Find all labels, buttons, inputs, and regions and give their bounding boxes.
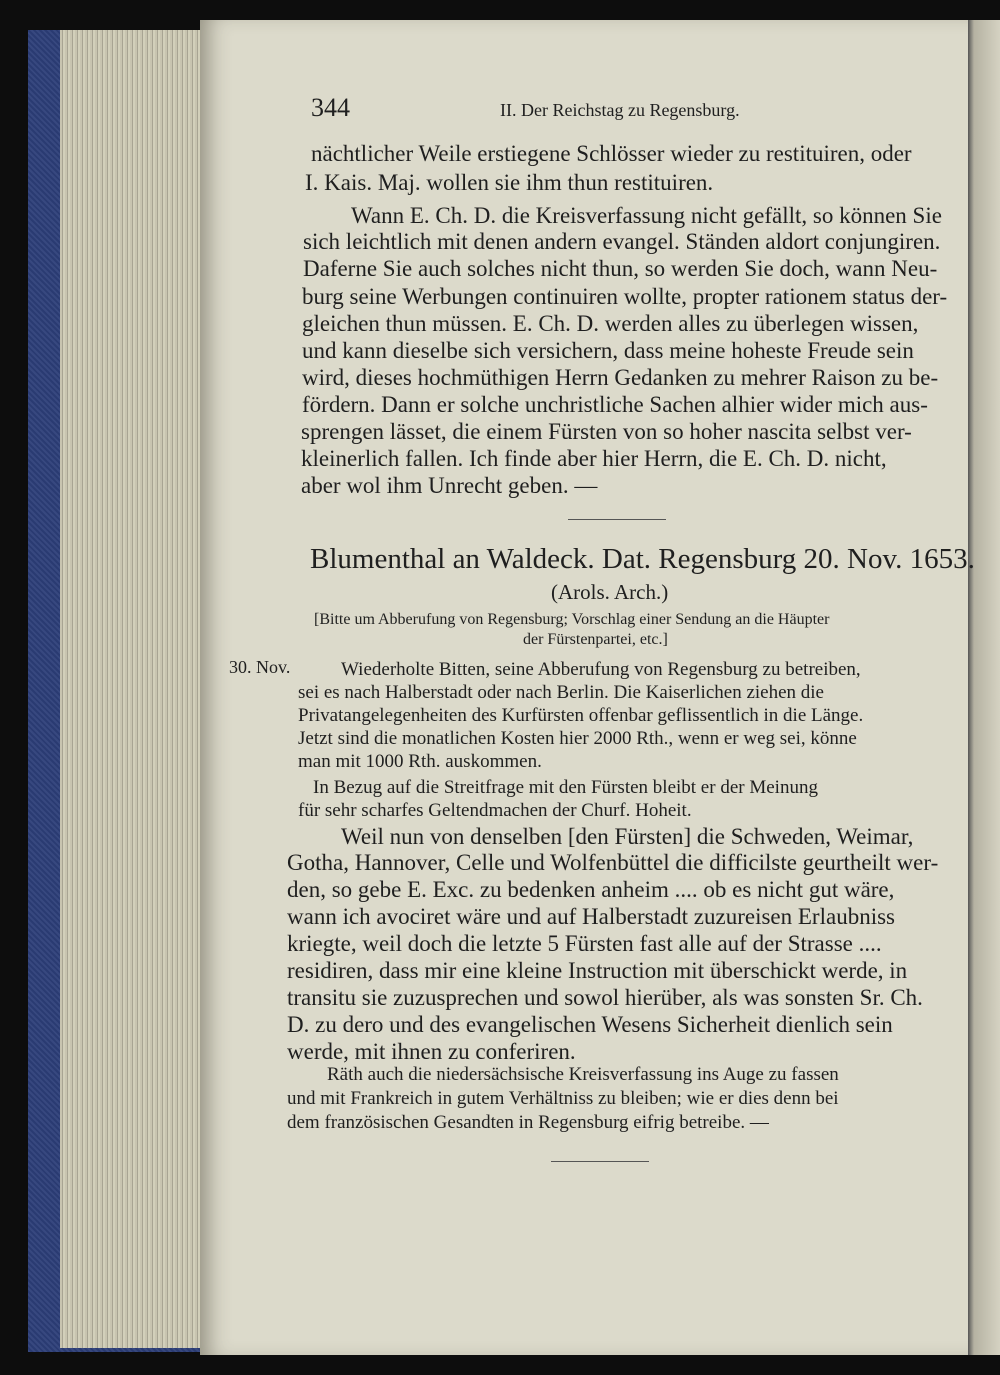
section-divider xyxy=(551,1161,649,1162)
text-line: wird, dieses hochmüthigen Herrn Gedanken zu mehrer Raison zu be- xyxy=(302,365,939,390)
text-line: dem französischen Gesandten in Regensburg eifrig betreibe. — xyxy=(287,1112,769,1133)
text-line: man mit 1000 Rth. auskommen. xyxy=(298,751,542,772)
text-line: nächtlicher Weile erstiegene Schlösser wieder zu restituiren, oder xyxy=(311,141,912,166)
section-divider xyxy=(568,519,666,520)
text-line: kriegte, weil doch die letzte 5 Fürsten fast alle auf der Strasse .... xyxy=(287,931,882,956)
text-line: Wann E. Ch. D. die Kreisverfassung nicht gefällt, so können Sie xyxy=(351,203,942,228)
text-line: den, so gebe E. Exc. zu bedenken anheim .... ob es nicht gut wäre, xyxy=(287,877,895,902)
adjacent-page-edge xyxy=(968,20,1000,1355)
archive-source: (Arols. Arch.) xyxy=(551,580,669,604)
text-line: Privatangelegenheiten des Kurfürsten offenbar geflissentlich in die Länge. xyxy=(298,705,864,726)
section-heading: Blumenthal an Waldeck. Dat. Regensburg 20. Nov. 1653. xyxy=(310,543,975,575)
page-edges xyxy=(60,30,210,1348)
text-line: gleichen thun müssen. E. Ch. D. werden alles zu überlegen wissen, xyxy=(302,311,919,336)
text-line: werde, mit ihnen zu conferiren. xyxy=(287,1039,576,1064)
margin-date: 30. Nov. xyxy=(229,657,291,677)
text-line: Weil nun von denselben [den Fürsten] die Schweden, Weimar, xyxy=(341,824,914,849)
text-line: wann ich avociret wäre und auf Halberstadt zuzureisen Erlaubniss xyxy=(287,904,895,929)
text-line: In Bezug auf die Streitfrage mit den Fürsten bleibt er der Meinung xyxy=(313,777,818,798)
text-line: residiren, dass mir eine kleine Instruction mit überschickt werde, in xyxy=(287,958,908,983)
page-number: 344 xyxy=(311,93,350,122)
text-line: sprengen lässet, die einem Fürsten von so hoher nascita selbst ver- xyxy=(301,419,912,444)
text-line: fördern. Dann er solche unchristliche Sachen alhier wider mich aus- xyxy=(302,392,928,417)
running-head: II. Der Reichstag zu Regensburg. xyxy=(500,100,740,120)
text-line: Gotha, Hannover, Celle und Wolfenbüttel die difficilste geurtheilt wer- xyxy=(287,850,939,875)
text-line: I. Kais. Maj. wollen sie ihm thun restituiren. xyxy=(305,170,714,195)
section-summary-line: der Fürstenpartei, etc.] xyxy=(523,631,668,648)
text-line: transitu sie zuzusprechen und sowol hierüber, als was sonsten Sr. Ch. xyxy=(287,985,923,1010)
text-line: sich leichtlich mit denen andern evangel. Ständen aldort conjungiren. xyxy=(303,229,941,254)
text-line: Daferne Sie auch solches nicht thun, so werden Sie doch, wann Neu- xyxy=(303,256,938,281)
text-line: Jetzt sind die monatlichen Kosten hier 2000 Rth., wenn er weg sei, könne xyxy=(298,728,857,749)
text-line: D. zu dero und des evangelischen Wesens Sicherheit dienlich sein xyxy=(287,1012,893,1037)
text-line: sei es nach Halberstadt oder nach Berlin. Die Kaiserlichen ziehen die xyxy=(298,682,824,703)
text-line: aber wol ihm Unrecht geben. — xyxy=(301,473,598,498)
text-line: und kann dieselbe sich versichern, dass meine hoheste Freude sein xyxy=(302,338,914,363)
text-line: und mit Frankreich in gutem Verhältniss zu bleiben; wie er dies denn bei xyxy=(287,1088,839,1109)
section-summary-line: [Bitte um Abberufung von Regensburg; Vorschlag einer Sendung an die Häupter xyxy=(314,611,830,628)
text-line: kleinerlich fallen. Ich finde aber hier Herrn, die E. Ch. D. nicht, xyxy=(301,446,887,471)
text-line: Räth auch die niedersächsische Kreisverfassung ins Auge zu fassen xyxy=(327,1064,839,1085)
text-line: Wiederholte Bitten, seine Abberufung von Regensburg zu betreiben, xyxy=(341,659,861,680)
text-line: burg seine Werbungen continuiren wollte, propter rationem status der- xyxy=(302,284,948,309)
text-line: für sehr scharfes Geltendmachen der Churf. Hoheit. xyxy=(298,800,692,821)
